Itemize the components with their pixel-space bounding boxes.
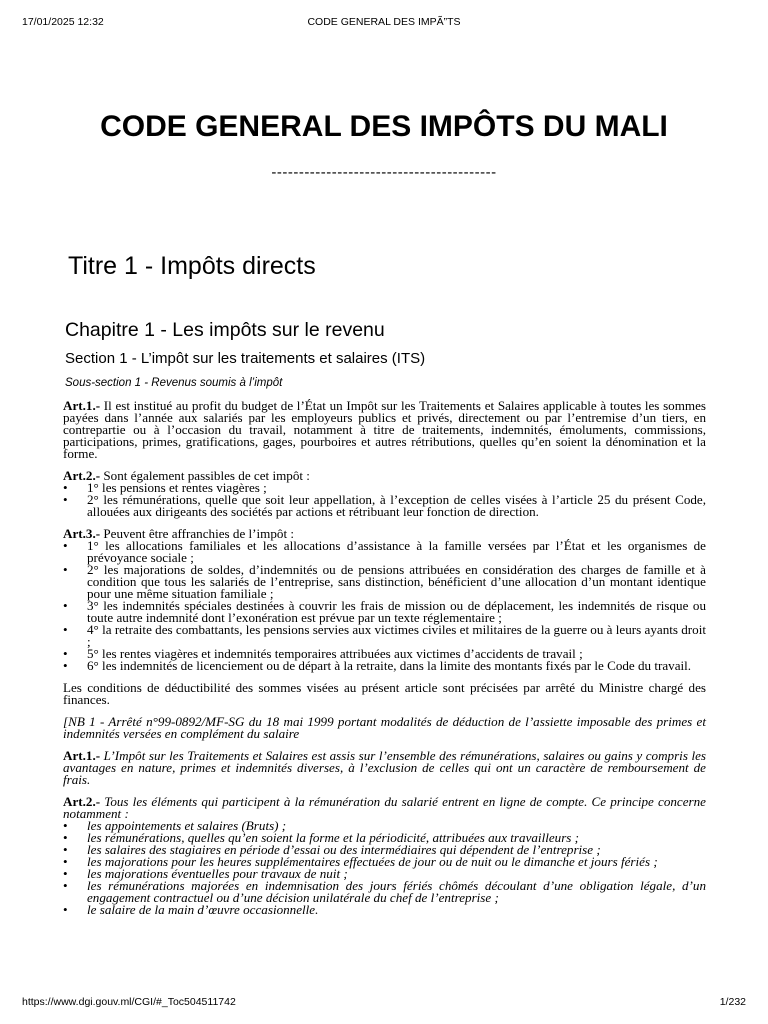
bullet-icon: • [63,598,68,613]
article-1 [63,400,706,460]
nb-article-2 [63,796,706,820]
bullet-icon: • [63,562,68,577]
list-item-text: les rémunérations, quelles qu’en soient la forme et la périodicité, attribuées aux travailleurs ; [87,830,580,845]
document-body [63,400,706,926]
bullet-icon: • [63,830,68,845]
article-1-label: Art.1.- [63,398,101,413]
subsection-heading: Sous-section 1 - Revenus soumis à l’impôt [65,377,283,389]
bullet-icon: • [63,902,68,917]
bullet-icon: • [63,658,68,673]
print-url: https://www.dgi.gouv.ml/CGI/#_Toc504511742 [22,996,236,1008]
list-item [63,494,706,518]
bullet-icon: • [63,622,68,637]
nb-article-2-intro: Tous les éléments qui participent à la rémunération du salarié entrent en ligne de compte. Ce principe concerne notamment : [63,794,706,821]
article-3-conditions: Les conditions de déductibilité des sommes visées au présent article sont précisées par arrêté du Ministre chargé des finances. [63,680,706,707]
list-item-text: les appointements et salaires (Bruts) ; [87,818,287,833]
list-item-text: le salaire de la main d’œuvre occasionnelle. [87,902,319,917]
titre-heading: Titre 1 - Impôts directs [68,252,316,280]
list-item-text: 3° les indemnités spéciales destinées à couvrir les frais de mission ou de déplacement, les indemnités de risque ou toute autre indemnité dont l’exonération est prévue par un texte réglementaire ; [87,598,706,625]
nb-article-2-label: Art.2.- [63,794,101,809]
bullet-icon: • [63,646,68,661]
bullet-icon: • [63,818,68,833]
list-item-text: 5° les rentes viagères et indemnités temporaires attribuées aux victimes d’accidents de travail ; [87,646,583,661]
list-item-text: 1° les allocations familiales et les allocations d’assistance à la famille versées par l’État et les organismes de prévoyance sociale ; [87,538,706,565]
article-3-list [63,540,706,672]
document-title: CODE GENERAL DES IMPÔTS DU MALI [100,110,668,143]
list-item [63,600,706,624]
list-item [63,880,706,904]
print-header [22,16,746,30]
print-footer [22,996,746,1010]
bullet-icon: • [63,842,68,857]
article-3-label: Art.3.- [63,526,101,541]
bullet-icon: • [63,480,68,495]
list-item-text: les rémunérations majorées en indemnisation des jours fériés chômés découlant d’une obligation légale, d’un engagement contractuel ou d’une décision unilatérale du chef de l’entreprise ; [87,878,706,905]
list-item-text: 2° les majorations de soldes, d’indemnités ou de pensions attribuées en considération des charges de famille et à condition que tous les salariés de l’entreprise, sans distinction, bénéficient d’une allocation d’un montant identique pour une même situation familiale ; [87,562,706,601]
list-item [63,904,706,916]
nb-article-1 [63,750,706,786]
print-tab-title: CODE GENERAL DES IMPÃ”TS [307,16,461,28]
bullet-icon: • [63,866,68,881]
list-item-text: 1° les pensions et rentes viagères ; [87,480,267,495]
bullet-icon: • [63,492,68,507]
list-item-text: 6° les indemnités de licenciement ou de départ à la retraite, dans la limite des montants fixés par le Code du travail. [87,658,692,673]
list-item-text: les majorations pour les heures supplémentaires effectuées de jour ou de nuit ou le dimanche et jours fériés ; [87,854,658,869]
list-item [63,540,706,564]
nb-article-2-list [63,820,706,916]
article-3-intro: Peuvent être affranchies de l’impôt : [100,526,295,541]
list-item [63,624,706,648]
section-heading: Section 1 - L’impôt sur les traitements et salaires (ITS) [65,350,426,367]
article-2-label: Art.2.- [63,468,101,483]
print-page-number: 1/232 [719,996,746,1008]
list-item [63,660,706,672]
bullet-icon: • [63,878,68,893]
title-separator: ----------------------------------------- [271,164,497,181]
bullet-icon: • [63,854,68,869]
article-1-text: Il est institué au profit du budget de l’État un Impôt sur les Traitements et Salaires applicable à toutes les sommes payées dans l’année aux salariés par les employeurs publics et privés, directement ou par l’entremise d’un tiers, en contrepartie ou à l’occasion du travail, notamment à titre de traitements, indemnités, émoluments, commissions, participations, primes, gratifications, gages, pourboires et autres rétributions, quelles qu’en soient la dénomination et la forme. [63,398,706,461]
chapitre-heading: Chapitre 1 - Les impôts sur le revenu [65,319,385,341]
list-item [63,564,706,600]
nb-article-1-label: Art.1.- [63,748,101,763]
bullet-icon: • [63,538,68,553]
nb-article-1-text: L’Impôt sur les Traitements et Salaires est assis sur l’ensemble des rémunérations, salaires ou gains y compris les avantages en nature, primes et indemnités diverses, à l’exclusion de celles qui ont un caractère de remboursement de frais. [63,748,706,787]
list-item-text: les majorations éventuelles pour travaux de nuit ; [87,866,348,881]
list-item-text: 2° les rémunérations, quelle que soit leur appellation, à l’exception de celles visées à l’article 25 du présent Code, allouées aux dirigeants des sociétés par actions et rétribuant leur fonction de direction. [87,492,706,519]
article-2-list [63,482,706,518]
list-item-text: les salaires des stagiaires en période d’essai ou des intermédiaires qui dépendent de l’entreprise ; [87,842,601,857]
list-item-text: 4° la retraite des combattants, les pensions servies aux victimes civiles et militaires de la guerre ou à leurs ayants droit ; [87,622,706,649]
article-2-intro: Sont également passibles de cet impôt : [100,468,310,483]
nb-1-note: [NB 1 - Arrêté n°99-0892/MF-SG du 18 mai 1999 portant modalités de déduction de l’assiette imposable des primes et indemnités versées en complément du salaire [63,714,706,741]
print-datetime: 17/01/2025 12:32 [22,16,104,28]
